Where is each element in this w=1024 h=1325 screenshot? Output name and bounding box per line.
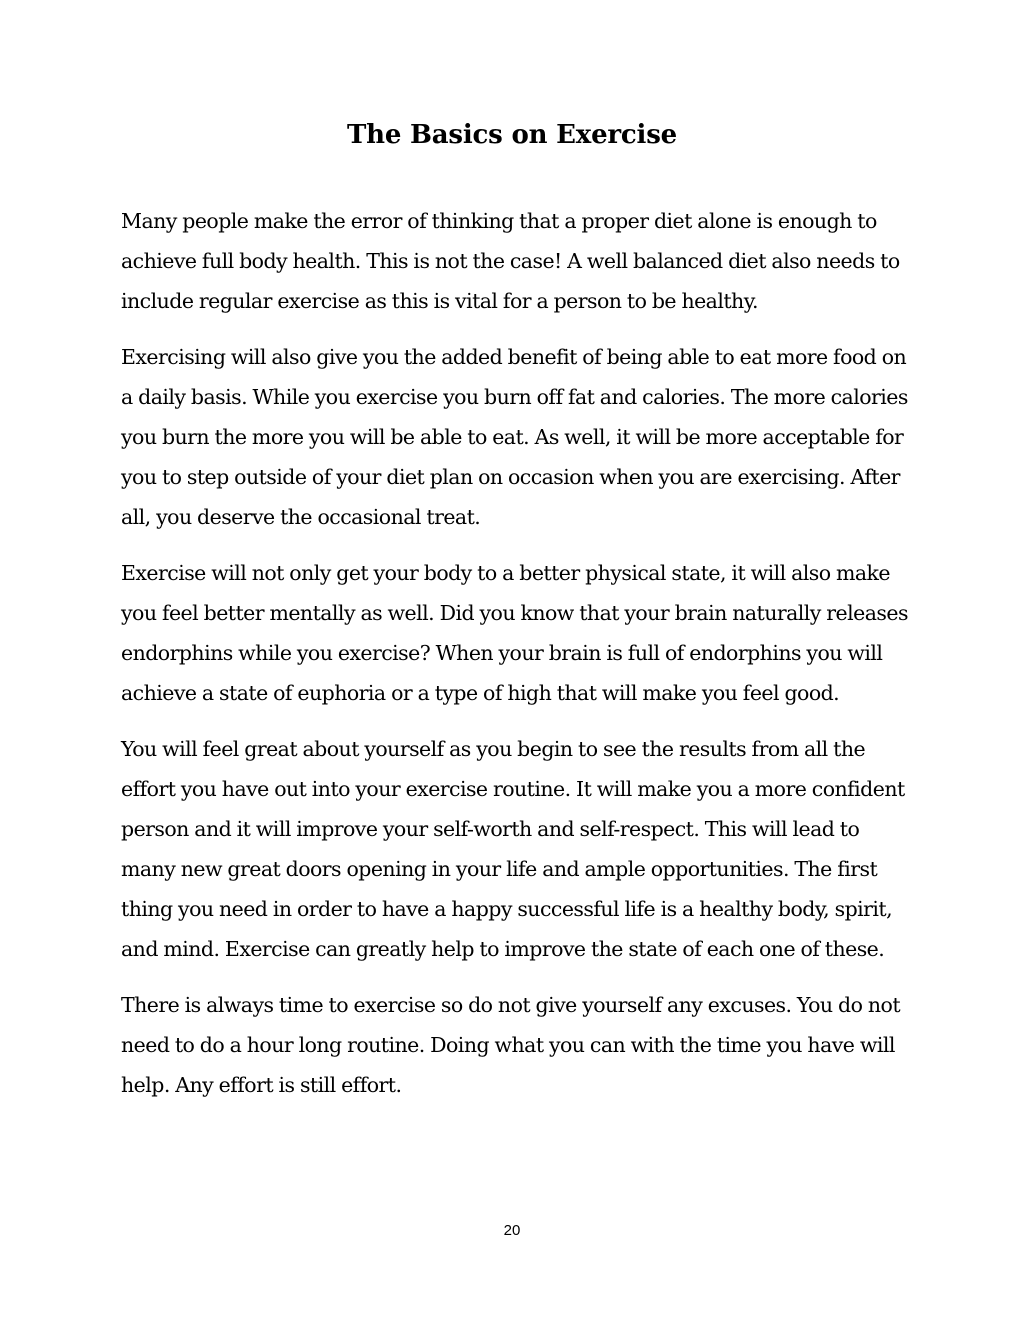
paragraph-5: There is always time to exercise so do not give yourself any excuses. You do not need to do a hour long routine. Doing what you can with the time you have will help. Any effort is still effort. xyxy=(121,993,901,1097)
page-number: 20 xyxy=(503,1222,521,1239)
paragraph-3: Exercise will not only get your body to a better physical state, it will also make you feel better mentally as well. Did you know that your brain naturally releases endorphins while you exercise? When your brain is full of endorphins you will achieve a state of euphoria or a type of high that will make you feel good. xyxy=(121,561,908,705)
paragraph-4: You will feel great about yourself as you begin to see the results from all the effort you have out into your exercise routine. It will make you a more confident person and it will improve your self-worth and self-respect. This will lead to many new great doors opening in your life and ample opportunities. The first thing you need in order to have a happy successful life is a healthy body, spirit, and mind. Exercise can greatly help to improve the state of each one of these. xyxy=(121,737,905,961)
paragraph-2: Exercising will also give you the added benefit of being able to eat more food on a daily basis. While you exercise you burn off fat and calories. The more calories you burn the more you will be able to eat. As well, it will be more acceptable for you to step outside of your diet plan on occasion when you are exercising. After all, you deserve the occasional treat. xyxy=(121,345,908,529)
body-text xyxy=(121,201,911,1121)
page-title: The Basics on Exercise xyxy=(346,120,678,150)
paragraph-1: Many people make the error of thinking that a proper diet alone is enough to achieve full body health. This is not the case! A well balanced diet also needs to include regular exercise as this is vital for a person to be healthy. xyxy=(121,209,900,313)
